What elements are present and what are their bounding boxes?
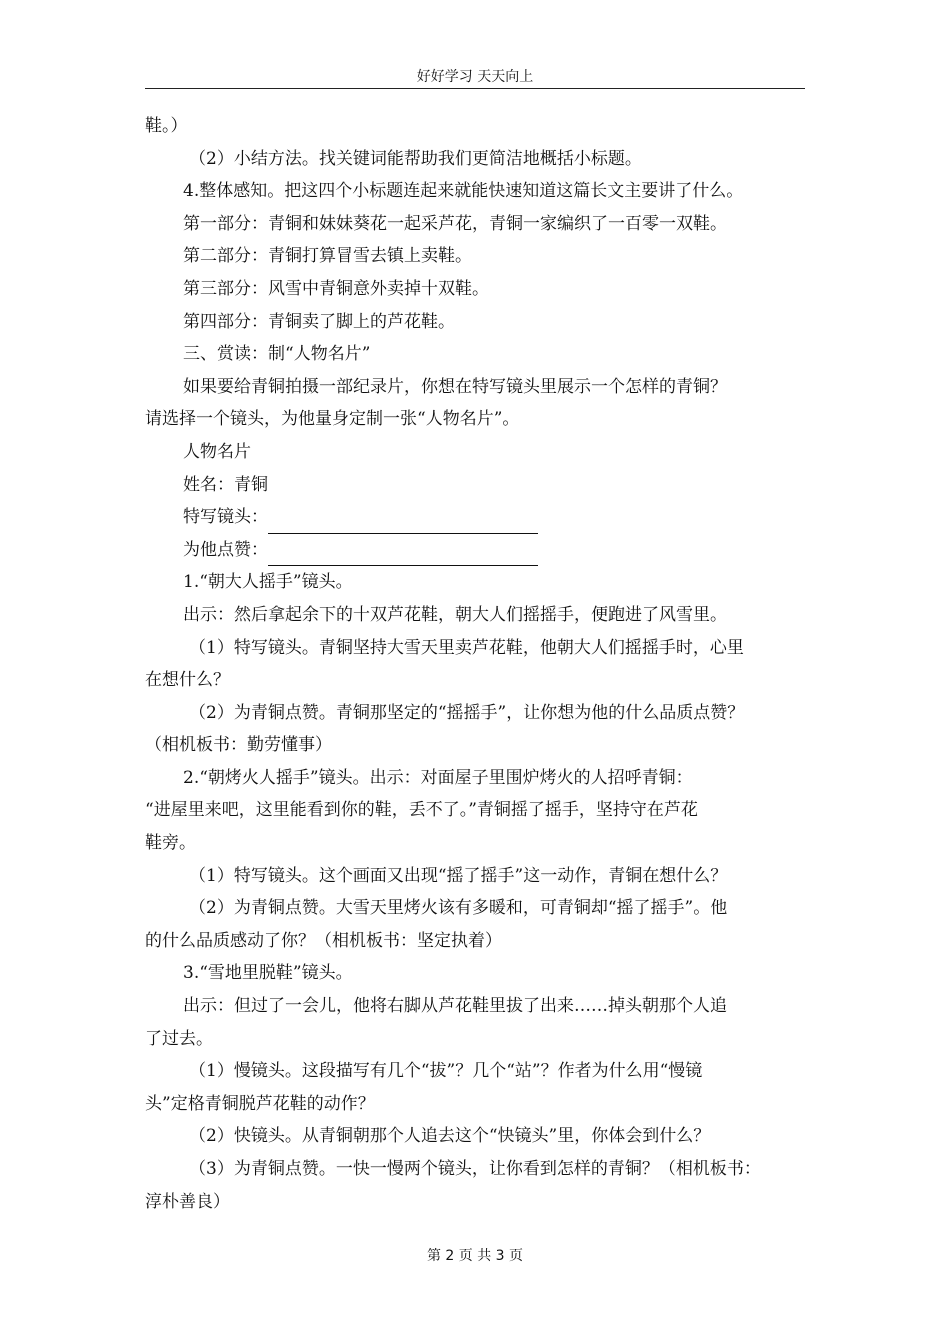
text-line: 请选择一个镜头，为他量身定制一张“人物名片”。 xyxy=(145,409,520,430)
text-line: 淳朴善良） xyxy=(145,1191,230,1212)
card-praise-line xyxy=(145,534,807,567)
page-number: 第 2 页 共 3 页 xyxy=(426,1248,524,1264)
text-line: 出示：但过了一会儿，他将右脚从芦花鞋里拔了出来……掉头朝那个人追 xyxy=(183,996,727,1017)
text-line: 第一部分：青铜和妹妹葵花一起采芦花，青铜一家编织了一百零一双鞋。 xyxy=(183,213,727,234)
text-line: （相机板书：勤劳懂事） xyxy=(145,735,332,756)
text-line: 4.整体感知。把这四个小标题连起来就能快速知道这篇长文主要讲了什么。 xyxy=(183,181,744,202)
text-line: （1）慢镜头。这段描写有几个“拔”？几个“站”？作者为什么用“慢镜 xyxy=(189,1061,703,1082)
text-line: 3.“雪地里脱鞋”镜头。 xyxy=(183,963,353,984)
header-title: 好好学习 天天向上 xyxy=(416,69,534,85)
text-line: 1.“朝大人摇手”镜头。 xyxy=(183,572,353,593)
text-line: 出示：然后拿起余下的十双芦花鞋，朝大人们摇摇手，便跑进了风雪里。 xyxy=(183,604,727,625)
text-line: （2）快镜头。从青铜朝那个人追去这个“快镜头”里，你体会到什么？ xyxy=(189,1126,711,1147)
closeup-label: 特写镜头： xyxy=(183,507,268,528)
praise-label: 为他点赞： xyxy=(183,539,268,560)
document-body xyxy=(145,110,807,1218)
text-line: 的什么品质感动了你？（相机板书：坚定执着） xyxy=(145,930,502,951)
page-header xyxy=(145,66,805,89)
text-line: 2.“朝烤火人摇手”镜头。出示：对面屋子里围炉烤火的人招呼青铜： xyxy=(183,767,693,788)
text-line: 头”定格青铜脱芦花鞋的动作？ xyxy=(145,1093,375,1114)
card-title: 人物名片 xyxy=(183,441,251,462)
text-line: 了过去。 xyxy=(145,1028,213,1049)
text-line: 如果要给青铜拍摄一部纪录片，你想在特写镜头里展示一个怎样的青铜？ xyxy=(183,376,727,397)
page-footer xyxy=(0,1246,950,1266)
text-line: （2）为青铜点赞。青铜那坚定的“摇摇手”，让你想为他的什么品质点赞？ xyxy=(189,702,745,723)
text-line: 第三部分：风雪中青铜意外卖掉十双鞋。 xyxy=(183,278,489,299)
text-line: “进屋里来吧，这里能看到你的鞋，丢不了。”青铜摇了摇手，坚持守在芦花 xyxy=(145,800,698,821)
text-line: 第二部分：青铜打算冒雪去镇上卖鞋。 xyxy=(183,246,472,267)
praise-blank xyxy=(268,543,538,566)
section-heading: 三、赏读：制“人物名片” xyxy=(183,344,371,365)
card-name-line: 姓名：青铜 xyxy=(183,474,268,495)
card-closeup-line xyxy=(145,501,807,534)
text-line: 在想什么？ xyxy=(145,670,230,691)
text-line: （1）特写镜头。青铜坚持大雪天里卖芦花鞋，他朝大人们摇摇手时，心里 xyxy=(189,637,744,658)
text-line: 鞋旁。 xyxy=(145,833,196,854)
text-line: 鞋。） xyxy=(145,116,188,136)
closeup-blank xyxy=(268,511,538,534)
text-line: （1）特写镜头。这个画面又出现“摇了摇手”这一动作，青铜在想什么？ xyxy=(189,865,728,886)
text-line: （2）为青铜点赞。大雪天里烤火该有多暖和，可青铜却“摇了摇手”。他 xyxy=(189,898,728,919)
text-line: 第四部分：青铜卖了脚上的芦花鞋。 xyxy=(183,311,455,332)
text-line: （3）为青铜点赞。一快一慢两个镜头，让你看到怎样的青铜？（相机板书： xyxy=(189,1159,761,1179)
text-line: （2）小结方法。找关键词能帮助我们更简洁地概括小标题。 xyxy=(189,148,642,169)
